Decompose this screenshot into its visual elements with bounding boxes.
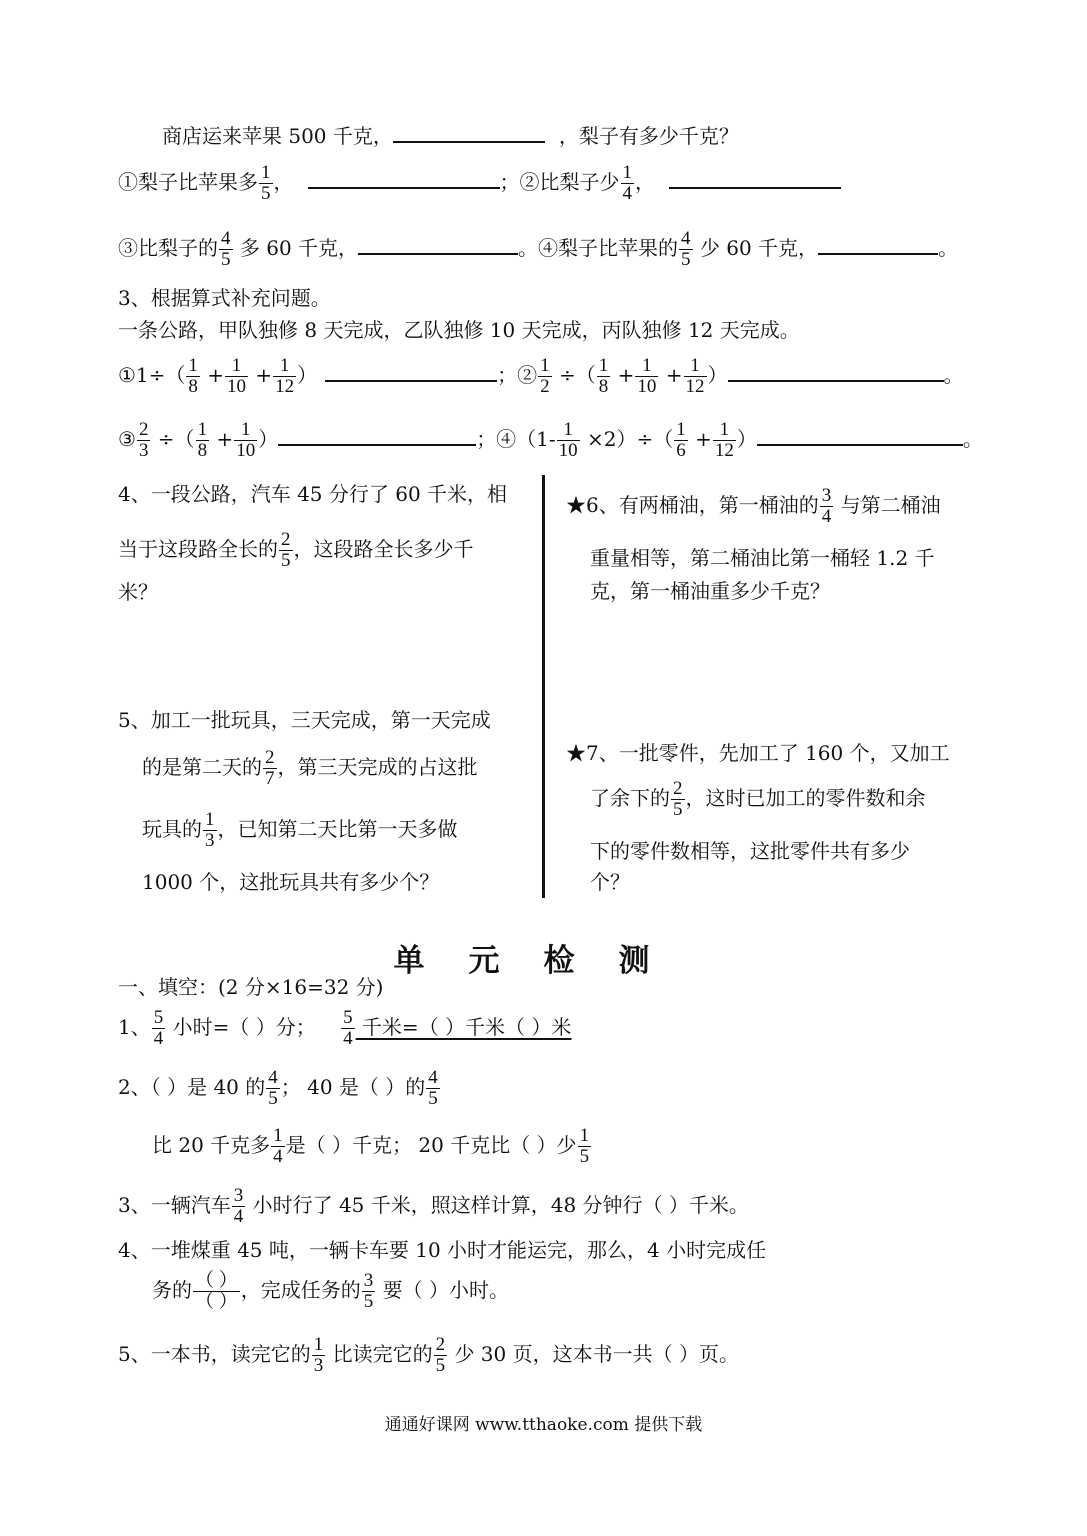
fill-text: 比读完它的 [326, 1341, 433, 1366]
period: 。 [938, 235, 959, 260]
denominator: 8 [598, 375, 609, 397]
answer-blank[interactable] [728, 378, 944, 382]
fraction [203, 810, 217, 851]
q5-text: ，第三天完成的占这批 [277, 754, 478, 779]
q5-text: 的是第二天的 [142, 754, 262, 779]
numerator: 1 [197, 419, 208, 440]
fraction [186, 356, 200, 397]
numerator: 4 [221, 228, 231, 249]
q6-text: 与第二桶油 [834, 492, 941, 517]
fraction [225, 356, 248, 397]
expr-text: ×2）÷（ [580, 426, 674, 451]
fill-text: 5、一本书，读完它的 [118, 1341, 311, 1366]
denominator: （ ） [195, 1290, 238, 1312]
q3-description: 一条公路，甲队独修 8 天完成，乙队独修 10 天完成，丙队独修 12 天完成。 [118, 318, 800, 342]
denominator: 5 [363, 1290, 374, 1312]
fraction [137, 420, 151, 461]
expr-text: ÷（ [151, 426, 195, 451]
numerator: （ ） [195, 1270, 238, 1291]
denominator: 4 [153, 1027, 164, 1049]
fraction [538, 356, 552, 397]
q7-line-4: 个？ [590, 870, 630, 894]
fraction [362, 1271, 376, 1312]
fill-text: 是（ ）千克； 20 千克比（ ）少 [285, 1132, 577, 1157]
denominator: 8 [197, 439, 208, 461]
denominator: 4 [821, 505, 832, 527]
fraction [232, 1186, 246, 1227]
q5-line-2 [142, 748, 478, 789]
fraction [820, 486, 834, 527]
answer-blank[interactable] [393, 139, 545, 143]
denominator: 5 [268, 1087, 278, 1109]
fill-3 [118, 1186, 749, 1227]
fraction [426, 1068, 440, 1109]
fill-2-b [152, 1126, 592, 1167]
denominator: 6 [676, 439, 686, 461]
expr-text: ） [736, 426, 757, 451]
expr-text: ÷（ [552, 362, 596, 387]
fraction [674, 420, 688, 461]
numerator: 4 [268, 1067, 278, 1088]
expr-text: ；② [497, 362, 538, 387]
q2-choice-1-text: ①梨子比苹果多 [118, 169, 258, 194]
fraction [266, 1068, 280, 1109]
denominator: 5 [428, 1087, 438, 1109]
q3-expression-line-1: ①1÷（ $\frac{1}{8}$ + $\frac{1}{10}$ + $\frac{1}{12}$ ） ；② $\frac{1}{2}$ ÷（ $\frac{1}{8}$ + $\frac{1}{10}$ + $\frac{1}{12}$ ） 。 [118, 355, 964, 397]
denominator: 5 [681, 248, 691, 270]
q5-line-4: 1000 个，这批玩具共有多少个？ [142, 870, 440, 894]
answer-blank[interactable] [358, 251, 518, 255]
numerator: 1 [579, 1125, 590, 1146]
q5-line-1: 5、加工一批玩具，三天完成，第一天完成 [118, 708, 491, 732]
numerator: 5 [343, 1007, 353, 1028]
denominator: 4 [622, 182, 632, 204]
fraction [341, 1008, 355, 1049]
q2-stem-text-b: ，梨子有多少千克？ [558, 124, 739, 148]
denominator: 3 [205, 829, 215, 851]
q2-choice-line-1: ①梨子比苹果多 $\frac{1}{5}$ ， ；②比梨子少 $\frac{1}{4}$ ， [118, 163, 841, 204]
numerator: 1 [205, 809, 215, 830]
numerator: 3 [363, 1270, 374, 1291]
q5-line-3 [142, 810, 458, 851]
fraction [271, 1126, 285, 1167]
denominator: 10 [236, 439, 256, 461]
numerator: 1 [676, 419, 686, 440]
fraction [671, 779, 685, 820]
fill-text: 2、（ ）是 40 的 [118, 1074, 266, 1099]
fraction [557, 420, 580, 461]
fill-text: 务的 [152, 1277, 192, 1302]
numerator: 2 [281, 529, 291, 550]
answer-blank[interactable] [308, 185, 500, 189]
q2-choice-4-tail: 少 60 千克， [693, 235, 819, 260]
q2-choice-3-text: ③比梨子的 [118, 235, 218, 260]
numerator: 5 [153, 1007, 164, 1028]
denominator: 5 [261, 182, 271, 204]
q2-choice-4-text: 。④梨子比苹果的 [518, 235, 679, 260]
denominator: 12 [275, 375, 295, 397]
q6-line-3: 克，第一桶油重多少千克？ [590, 579, 830, 603]
numerator: 2 [435, 1334, 446, 1355]
numerator: 2 [138, 419, 149, 440]
q2-choice-2-text: ；②比梨子少 [499, 169, 620, 194]
fraction [684, 356, 707, 397]
numerator: 1 [188, 355, 198, 376]
fill-text: 1、 [118, 1014, 151, 1039]
fill-text: 比 20 千克多 [152, 1132, 271, 1157]
numerator: 1 [690, 355, 700, 376]
denominator: 4 [273, 1145, 283, 1167]
q6-text: ★6、有两桶油，第一桶油的 [566, 492, 819, 517]
q4-text: ，这段路全长多少千 [293, 536, 474, 561]
fill-text: 小时行了 45 千米，照这样计算，48 分钟行（ ）千米。 [246, 1192, 749, 1217]
fraction-blank[interactable] [193, 1271, 240, 1312]
denominator: 4 [233, 1205, 244, 1227]
q2-choice-line-2 [118, 229, 958, 270]
fill-2 [118, 1068, 441, 1109]
denominator: 7 [265, 767, 275, 789]
q4-line-1: 4、一段公路，汽车 45 分行了 60 千米，相 [118, 482, 508, 506]
fraction [713, 420, 736, 461]
q4-text: 当于这段路全长的 [118, 536, 278, 561]
numerator: 1 [313, 1334, 324, 1355]
numerator: 1 [563, 419, 573, 440]
numerator: 1 [231, 355, 242, 376]
fraction [679, 229, 693, 270]
fill-1 [118, 1008, 571, 1049]
fill-text: ，完成任务的 [240, 1277, 361, 1302]
numerator: 1 [540, 355, 550, 376]
fill-text: 千米=（ ）千米（ ）米 [355, 1014, 572, 1039]
column-divider [542, 475, 545, 898]
fraction [578, 1126, 592, 1167]
fraction [273, 356, 296, 397]
denominator: 5 [435, 1354, 446, 1376]
q3-expression-line-2: ③ $\frac{2}{3}$ ÷（ $\frac{1}{8}$ + $\frac{1}{10}$ ） ；④（1- $\frac{1}{10}$ ×2）÷（ $\frac{1}{6}$ + $\frac{1}{12}$ ） 。 [118, 419, 983, 461]
answer-blank[interactable] [278, 442, 476, 446]
denominator: 8 [188, 375, 198, 397]
denominator: 3 [313, 1354, 324, 1376]
numerator: 4 [428, 1067, 438, 1088]
answer-blank[interactable] [669, 185, 841, 189]
q6-line-2: 重量相等，第二桶油比第一桶轻 1.2 千 [590, 546, 935, 570]
fraction [234, 420, 257, 461]
section-heading: 一、填空：(2 分×16=32 分) [118, 975, 384, 999]
numerator: 1 [261, 162, 271, 183]
q7-text: ，这时已加工的零件数和余 [685, 785, 926, 810]
answer-blank[interactable] [325, 378, 497, 382]
expr-text: ；④（1- [476, 426, 556, 451]
fraction [259, 163, 273, 204]
numerator: 1 [622, 162, 632, 183]
fraction [196, 420, 210, 461]
denominator: 2 [540, 375, 550, 397]
numerator: 1 [598, 355, 609, 376]
denominator: 5 [579, 1145, 590, 1167]
numerator: 1 [273, 1125, 283, 1146]
numerator: 2 [265, 747, 275, 768]
numerator: 4 [681, 228, 691, 249]
denominator: 10 [637, 375, 657, 397]
denominator: 4 [343, 1027, 353, 1049]
expr-text: ） [258, 426, 279, 451]
expr-text: ） [707, 362, 728, 387]
q4-line-2 [118, 530, 474, 571]
fill-text: 小时=（ ）分； [166, 1014, 323, 1039]
q7-text: 了余下的 [590, 785, 670, 810]
denominator: 10 [227, 375, 247, 397]
fraction [621, 163, 635, 204]
fraction [219, 229, 233, 270]
fill-4-line-2 [152, 1271, 509, 1312]
q7-line-1: ★7、一批零件，先加工了 160 个，又加工 [566, 741, 950, 765]
numerator: 1 [642, 355, 652, 376]
numerator: 2 [673, 778, 683, 799]
answer-blank[interactable] [757, 442, 963, 446]
expr-text: ①1÷（ [118, 362, 186, 387]
fill-5 [118, 1335, 739, 1376]
fraction [312, 1335, 326, 1376]
fraction [263, 748, 277, 789]
q6-line-1 [566, 486, 941, 527]
fraction [635, 356, 658, 397]
period: 。 [943, 362, 964, 387]
expr-text: ③ [118, 426, 136, 451]
q3-title: 3、根据算式补充问题。 [118, 286, 331, 310]
unit-test-title: 单元检测 [393, 943, 694, 979]
q7-line-2 [590, 779, 926, 820]
numerator: 3 [233, 1185, 244, 1206]
numerator: 1 [279, 355, 290, 376]
denominator: 5 [281, 549, 291, 571]
numerator: 3 [821, 485, 832, 506]
q5-text: 玩具的 [142, 816, 202, 841]
denominator: 5 [673, 798, 683, 820]
fill-4-line-1: 4、一堆煤重 45 吨，一辆卡车要 10 小时才能运完，那么，4 小时完成任 [118, 1238, 767, 1262]
denominator: 5 [221, 248, 231, 270]
q4-line-3: 米？ [118, 580, 158, 604]
fill-text: 3、一辆汽车 [118, 1192, 231, 1217]
numerator: 1 [240, 419, 251, 440]
numerator: 1 [719, 419, 730, 440]
q5-text: ，已知第二天比第一天多做 [217, 816, 458, 841]
fill-text: 少 30 页，这本书一共（ ）页。 [448, 1341, 739, 1366]
fill-text: ； 40 是（ ）的 [280, 1074, 426, 1099]
denominator: 12 [714, 439, 734, 461]
period: 。 [962, 426, 983, 451]
q2-stem [162, 126, 739, 146]
q2-stem-text-a: 商店运来苹果 500 千克， [162, 124, 393, 148]
q2-choice-3-tail: 多 60 千克， [233, 235, 359, 260]
footer: 通通好课网 www.tthaoke.com 提供下载 [384, 1415, 703, 1435]
expr-text: ） [297, 362, 318, 387]
denominator: 3 [138, 439, 149, 461]
answer-blank[interactable] [818, 251, 938, 255]
denominator: 10 [558, 439, 578, 461]
fraction [279, 530, 293, 571]
q7-line-3: 下的零件数相等，这批零件共有多少 [590, 839, 910, 863]
denominator: 12 [685, 375, 705, 397]
fraction [434, 1335, 448, 1376]
fraction [597, 356, 611, 397]
fraction [152, 1008, 166, 1049]
fill-text: 要（ ）小时。 [376, 1277, 509, 1302]
